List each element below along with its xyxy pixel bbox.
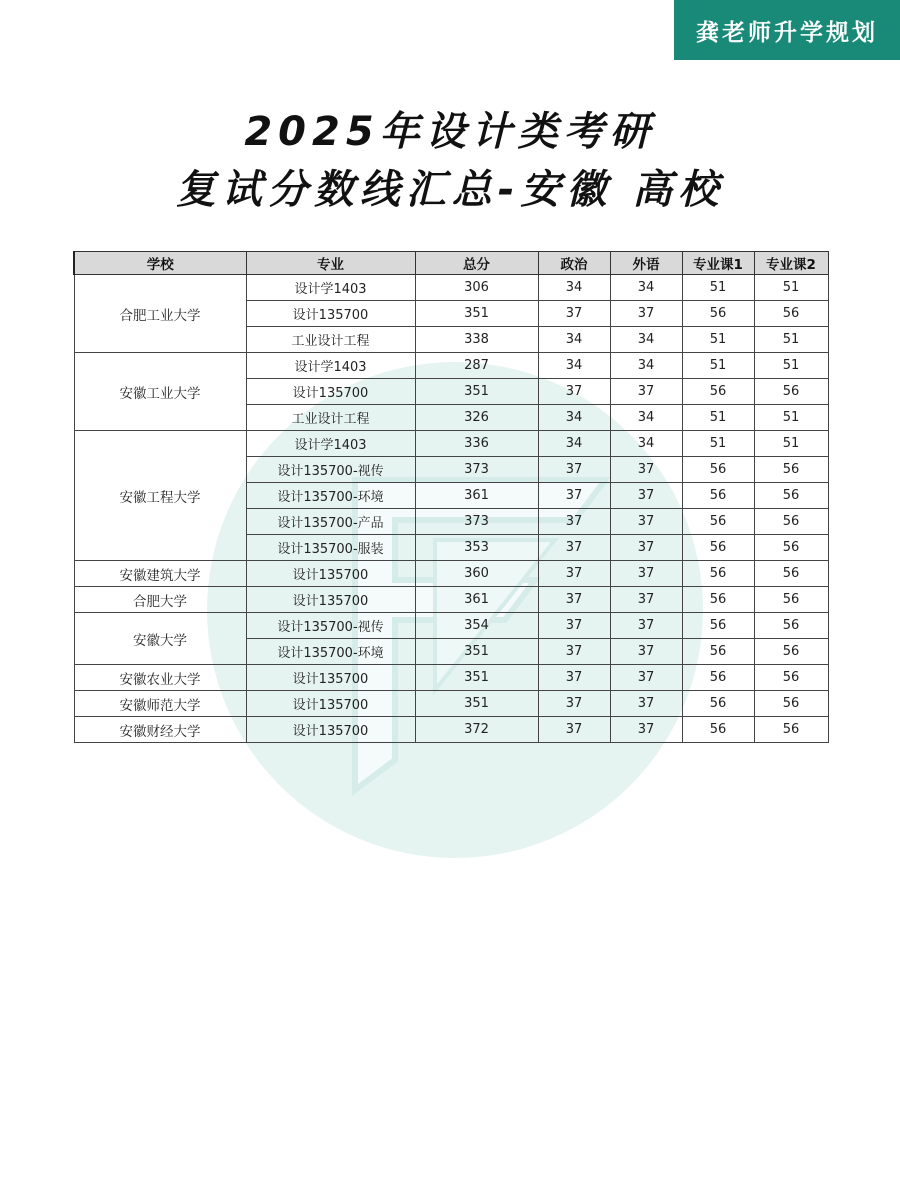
score-cell: 56 <box>682 561 754 587</box>
score-cell: 37 <box>538 457 610 483</box>
score-cell: 37 <box>538 665 610 691</box>
score-cell: 37 <box>610 665 682 691</box>
school-name-cell: 安徽大学 <box>74 613 246 665</box>
column-header: 专业 <box>246 252 415 275</box>
table-row <box>74 587 828 613</box>
score-cell: 56 <box>682 509 754 535</box>
score-cell: 56 <box>754 691 828 717</box>
score-cell: 34 <box>538 275 610 301</box>
score-cell: 351 <box>415 379 538 405</box>
score-cell: 287 <box>415 353 538 379</box>
school-name-cell: 合肥工业大学 <box>74 275 246 353</box>
score-cell: 51 <box>754 353 828 379</box>
score-cell: 56 <box>754 379 828 405</box>
score-cell: 37 <box>610 509 682 535</box>
score-cell: 51 <box>682 431 754 457</box>
score-cell: 351 <box>415 639 538 665</box>
major-cell: 设计学1403 <box>246 431 415 457</box>
score-cell: 51 <box>682 327 754 353</box>
score-cell: 56 <box>754 301 828 327</box>
score-cell: 37 <box>610 717 682 743</box>
score-cell: 56 <box>682 717 754 743</box>
score-cell: 34 <box>538 353 610 379</box>
score-table <box>73 251 829 743</box>
score-cell: 37 <box>610 639 682 665</box>
score-cell: 56 <box>682 483 754 509</box>
major-cell: 设计135700-视传 <box>246 457 415 483</box>
score-cell: 56 <box>682 457 754 483</box>
score-cell: 56 <box>682 301 754 327</box>
column-header: 外语 <box>610 252 682 275</box>
major-cell: 设计135700 <box>246 665 415 691</box>
score-cell: 56 <box>682 587 754 613</box>
table-row <box>74 561 828 587</box>
major-cell: 设计135700-环境 <box>246 483 415 509</box>
table-header-row <box>74 252 828 275</box>
score-cell: 56 <box>754 509 828 535</box>
score-cell: 360 <box>415 561 538 587</box>
score-cell: 34 <box>538 405 610 431</box>
score-cell: 34 <box>610 353 682 379</box>
major-cell: 设计135700-服装 <box>246 535 415 561</box>
score-cell: 37 <box>538 535 610 561</box>
score-cell: 37 <box>610 379 682 405</box>
score-cell: 338 <box>415 327 538 353</box>
score-cell: 37 <box>538 301 610 327</box>
score-cell: 51 <box>682 405 754 431</box>
major-cell: 设计135700-视传 <box>246 613 415 639</box>
page-title-line-1: 2025年设计类考研 <box>244 109 656 155</box>
column-header: 学校 <box>74 252 246 275</box>
score-cell: 56 <box>754 587 828 613</box>
score-cell: 56 <box>754 457 828 483</box>
major-cell: 工业设计工程 <box>246 405 415 431</box>
major-cell: 设计135700-产品 <box>246 509 415 535</box>
score-cell: 37 <box>538 509 610 535</box>
score-cell: 34 <box>538 327 610 353</box>
page-title-line-2: 复试分数线汇总-安徽 高校 <box>175 167 725 213</box>
school-name-cell: 合肥大学 <box>74 587 246 613</box>
score-cell: 34 <box>610 327 682 353</box>
score-cell: 56 <box>682 639 754 665</box>
major-cell: 设计135700 <box>246 379 415 405</box>
column-header: 专业课1 <box>682 252 754 275</box>
table-row <box>74 717 828 743</box>
score-cell: 56 <box>754 483 828 509</box>
major-cell: 设计135700 <box>246 301 415 327</box>
score-cell: 51 <box>754 327 828 353</box>
score-cell: 56 <box>754 535 828 561</box>
score-cell: 373 <box>415 457 538 483</box>
score-cell: 56 <box>682 613 754 639</box>
school-name-cell: 安徽建筑大学 <box>74 561 246 587</box>
column-header: 总分 <box>415 252 538 275</box>
score-cell: 51 <box>754 275 828 301</box>
score-cell: 37 <box>538 613 610 639</box>
score-cell: 37 <box>610 561 682 587</box>
table-row <box>74 275 828 301</box>
score-cell: 351 <box>415 691 538 717</box>
score-cell: 336 <box>415 431 538 457</box>
major-cell: 工业设计工程 <box>246 327 415 353</box>
score-cell: 37 <box>610 483 682 509</box>
score-cell: 37 <box>610 301 682 327</box>
score-cell: 56 <box>754 665 828 691</box>
major-cell: 设计学1403 <box>246 275 415 301</box>
score-cell: 37 <box>610 613 682 639</box>
table-row <box>74 353 828 379</box>
brand-badge: 龚老师升学规划 <box>674 0 900 60</box>
school-name-cell: 安徽师范大学 <box>74 691 246 717</box>
major-cell: 设计135700 <box>246 691 415 717</box>
score-cell: 37 <box>538 587 610 613</box>
school-name-cell: 安徽农业大学 <box>74 665 246 691</box>
table-row <box>74 613 828 639</box>
score-cell: 56 <box>754 613 828 639</box>
score-cell: 34 <box>610 405 682 431</box>
school-name-cell: 安徽财经大学 <box>74 717 246 743</box>
major-cell: 设计135700 <box>246 587 415 613</box>
score-cell: 372 <box>415 717 538 743</box>
score-cell: 361 <box>415 587 538 613</box>
school-name-cell: 安徽工业大学 <box>74 353 246 431</box>
score-cell: 37 <box>538 717 610 743</box>
score-cell: 51 <box>682 353 754 379</box>
score-cell: 56 <box>754 561 828 587</box>
score-cell: 351 <box>415 665 538 691</box>
score-cell: 373 <box>415 509 538 535</box>
score-cell: 51 <box>682 275 754 301</box>
school-name-cell: 安徽工程大学 <box>74 431 246 561</box>
score-cell: 34 <box>538 431 610 457</box>
major-cell: 设计135700 <box>246 561 415 587</box>
score-cell: 56 <box>754 639 828 665</box>
score-cell: 351 <box>415 301 538 327</box>
major-cell: 设计135700 <box>246 717 415 743</box>
score-cell: 56 <box>682 691 754 717</box>
score-cell: 37 <box>538 561 610 587</box>
score-cell: 306 <box>415 275 538 301</box>
major-cell: 设计学1403 <box>246 353 415 379</box>
score-cell: 326 <box>415 405 538 431</box>
score-cell: 56 <box>682 665 754 691</box>
score-cell: 51 <box>754 431 828 457</box>
score-cell: 37 <box>610 535 682 561</box>
table-row <box>74 431 828 457</box>
score-cell: 37 <box>610 457 682 483</box>
table-row <box>74 691 828 717</box>
score-cell: 56 <box>682 535 754 561</box>
table-row <box>74 665 828 691</box>
score-cell: 37 <box>538 691 610 717</box>
table-body <box>74 275 828 743</box>
score-cell: 37 <box>610 587 682 613</box>
score-cell: 37 <box>538 379 610 405</box>
score-cell: 37 <box>610 691 682 717</box>
score-cell: 34 <box>610 275 682 301</box>
score-cell: 37 <box>538 483 610 509</box>
score-cell: 56 <box>682 379 754 405</box>
column-header: 专业课2 <box>754 252 828 275</box>
score-cell: 56 <box>754 717 828 743</box>
score-cell: 353 <box>415 535 538 561</box>
score-cell: 51 <box>754 405 828 431</box>
column-header: 政治 <box>538 252 610 275</box>
major-cell: 设计135700-环境 <box>246 639 415 665</box>
score-cell: 361 <box>415 483 538 509</box>
score-cell: 354 <box>415 613 538 639</box>
score-cell: 37 <box>538 639 610 665</box>
score-cell: 34 <box>610 431 682 457</box>
